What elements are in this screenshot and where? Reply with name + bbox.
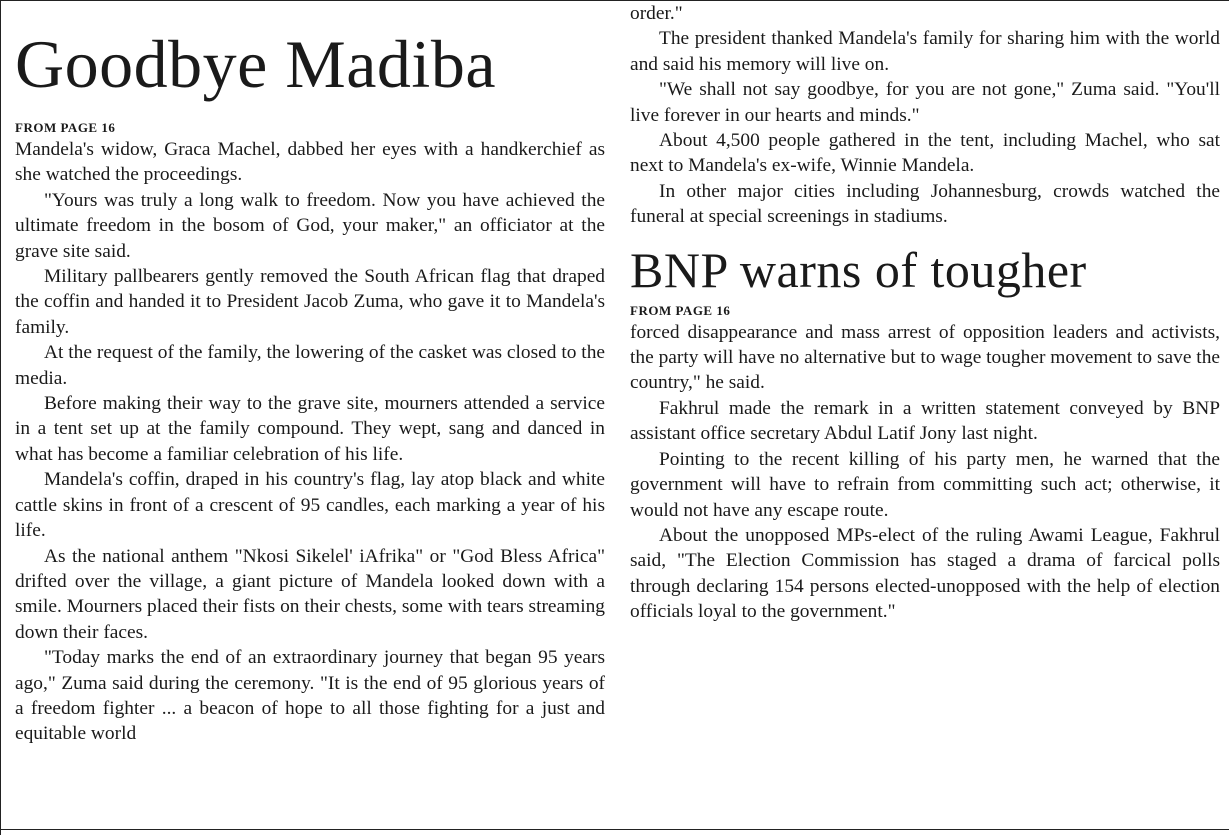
story-1-continued-paragraph: order." bbox=[630, 3, 683, 24]
right-column bbox=[630, 1, 1220, 625]
bottom-rule bbox=[1, 829, 1229, 830]
story-1-paragraph: As the national anthem "Nkosi Sikelel' iAfrika" or "God Bless Africa" drifted over the village, a giant picture of Mandela looked down with a smile. Mourners placed their fists on their chests, some with tears streaming down their faces. bbox=[15, 545, 605, 643]
story-2-paragraph: forced disappearance and mass arrest of opposition leaders and activists, the party will have no alternative but to wage tougher movement to save the country," he said. bbox=[630, 321, 1220, 394]
story-1-continued-paragraph: The president thanked Mandela's family for sharing him with the world and said his memory will live on. bbox=[630, 28, 1220, 75]
left-column bbox=[15, 1, 605, 747]
story-1-paragraph: "Yours was truly a long walk to freedom. Now you have achieved the ultimate freedom in the bosom of God, your maker," an officiator at the grave site said. bbox=[15, 189, 605, 262]
story-1-continued-paragraph: "We shall not say goodbye, for you are not gone," Zuma said. "You'll live forever in our hearts and minds." bbox=[630, 79, 1220, 126]
story-1-paragraph: Mandela's widow, Graca Machel, dabbed her eyes with a handkerchief as she watched the proceedings. bbox=[15, 139, 605, 186]
story-2-paragraph: Fakhrul made the remark in a written statement conveyed by BNP assistant office secretary Abdul Latif Jony last night. bbox=[630, 397, 1220, 445]
story-1-headline: Goodbye Madiba bbox=[15, 26, 497, 102]
story-1-paragraph: Military pallbearers gently removed the South African flag that draped the coffin and handed it to President Jacob Zuma, who gave it to Mandela's family. bbox=[15, 266, 605, 338]
story-2-paragraph: Pointing to the recent killing of his party men, he warned that the government will have to refrain from committing such act; otherwise, it would not have any escape route. bbox=[630, 448, 1220, 521]
story-1-continued-paragraph: In other major cities including Johannesburg, crowds watched the funeral at special screenings in stadiums. bbox=[630, 180, 1220, 228]
story-1-continued-paragraph: About 4,500 people gathered in the tent, including Machel, who sat next to Mandela's ex-wife, Winnie Mandela. bbox=[630, 130, 1220, 177]
story-1-paragraph: "Today marks the end of an extraordinary journey that began 95 years ago," Zuma said during the ceremony. "It is the end of 95 glorious years of a freedom fighter ... a beacon of hope to all those fighting for a just and equitable world bbox=[15, 647, 605, 745]
story-2-headline: BNP warns of tougher bbox=[630, 241, 1087, 298]
story-2-kicker: FROM PAGE 16 bbox=[630, 302, 731, 318]
story-1-paragraph: Mandela's coffin, draped in his country's flag, lay atop black and white cattle skins in front of a crescent of 95 candles, each marking a year of his life. bbox=[15, 469, 605, 542]
story-1-kicker: FROM PAGE 16 bbox=[15, 120, 116, 135]
story-1-paragraph: At the request of the family, the lowering of the casket was closed to the media. bbox=[15, 342, 605, 389]
story-1-paragraph: Before making their way to the grave site, mourners attended a service in a tent set up at the family compound. They wept, sang and danced in what has become a familiar celebration of his life. bbox=[15, 393, 605, 465]
story-2-paragraph: About the unopposed MPs-elect of the ruling Awami League, Fakhrul said, "The Election Commission has staged a drama of farcical polls through declaring 154 persons elected-unopposed with the help of election officials loyal to the government." bbox=[630, 524, 1220, 623]
